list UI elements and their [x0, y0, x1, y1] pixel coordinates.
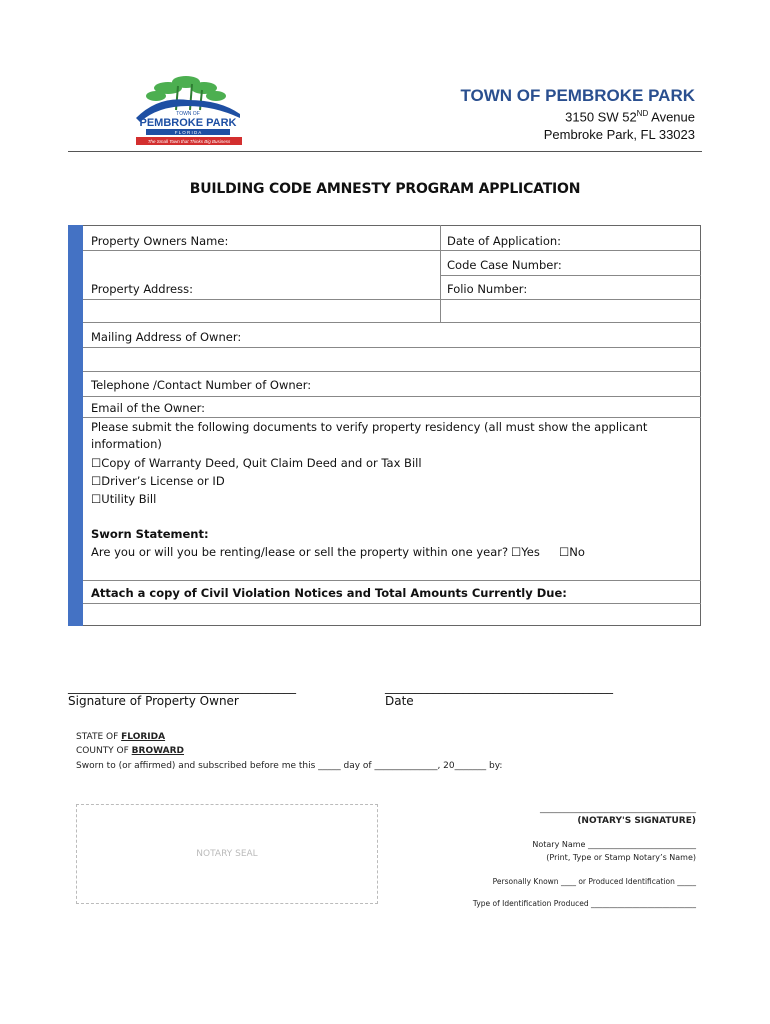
row-line — [83, 580, 701, 581]
folio-number-input[interactable] — [441, 300, 700, 321]
code-case-label: Code Case Number: — [447, 258, 562, 272]
row-line — [440, 275, 701, 276]
state-prefix: STATE OF — [76, 732, 122, 742]
mailing-address-label: Mailing Address of Owner: — [91, 330, 242, 344]
attach-notices-label: Attach a copy of Civil Violation Notices and Total Amounts Currently Due: — [91, 586, 567, 600]
owner-name-label: Property Owners Name: — [91, 234, 229, 248]
notary-name-line[interactable]: Notary Name ___________________________ — [532, 840, 696, 849]
owner-signature-line[interactable]: ______________________________________ — [68, 680, 296, 694]
owner-signature-label: Signature of Property Owner — [68, 694, 239, 708]
county-prefix: COUNTY OF — [76, 746, 132, 756]
town-logo — [128, 74, 246, 150]
doc-drivers-license-checkbox[interactable]: ☐Driver’s License or ID — [91, 474, 225, 488]
county-name: BROWARD — [131, 746, 185, 756]
property-address-label: Property Address: — [91, 282, 193, 296]
doc-utility-bill-checkbox[interactable]: ☐Utility Bill — [91, 492, 157, 506]
owner-name-input[interactable] — [84, 251, 439, 274]
address-line-1 — [565, 109, 695, 124]
form-accent-bar — [68, 225, 83, 626]
no-checkbox[interactable]: ☐No — [559, 545, 585, 559]
notary-name-hint: (Print, Type or Stamp Notary’s Name) — [546, 853, 696, 862]
documents-instructions-cont: information) — [91, 437, 162, 451]
county-line — [76, 746, 184, 756]
row-line — [83, 322, 701, 323]
form-title: BUILDING CODE AMNESTY PROGRAM APPLICATION — [189, 181, 581, 197]
mailing-address-input[interactable] — [84, 348, 700, 370]
doc-warranty-deed-checkbox[interactable]: ☐Copy of Warranty Deed, Quit Claim Deed and or Tax Bill — [91, 456, 422, 470]
town-title: TOWN OF PEMBROKE PARK — [460, 86, 695, 105]
logo-small-text: TOWN OF — [176, 111, 200, 117]
date-label: Date of Application: — [447, 234, 562, 248]
folio-label: Folio Number: — [447, 282, 528, 296]
date-signature-line[interactable]: ______________________________________ — [385, 680, 613, 694]
row-line — [83, 396, 701, 397]
logo-name: PEMBROKE PARK — [139, 117, 237, 129]
notary-signature-line[interactable]: _______________________________________ — [540, 804, 696, 813]
logo-state: F L O R I D A — [174, 130, 202, 135]
notary-seal-label: NOTARY SEAL — [196, 849, 258, 859]
state-line — [76, 732, 165, 742]
documents-instructions: Please submit the following documents to verify property residency (all must show the applicant — [91, 420, 648, 434]
logo-tagline: The Small Town that Thinks Big Business — [147, 139, 231, 144]
email-label: Email of the Owner: — [91, 401, 206, 415]
row-line — [83, 417, 701, 418]
personally-known-line[interactable]: Personally Known ____ or Produced Identification _____ — [492, 877, 696, 886]
row-line — [83, 371, 701, 372]
street-number: 3150 SW 52 — [565, 109, 637, 125]
header-divider — [68, 151, 702, 152]
sworn-affirmed-text: Sworn to (or affirmed) and subscribed before me this _____ day of ______________, 20_______ by: — [76, 761, 503, 771]
yes-checkbox[interactable]: ☐Yes — [511, 545, 540, 559]
date-signature-label: Date — [385, 694, 414, 708]
sworn-question: Are you or will you be renting/lease or sell the property within one year? — [91, 545, 509, 559]
notary-signature-label: (NOTARY'S SIGNATURE) — [577, 816, 696, 826]
phone-label: Telephone /Contact Number of Owner: — [91, 378, 312, 392]
address-line-2: Pembroke Park, FL 33023 — [543, 127, 695, 142]
violation-notices-input[interactable] — [84, 604, 700, 625]
sworn-statement-heading: Sworn Statement: — [91, 527, 209, 541]
state-name: FLORIDA — [121, 732, 166, 742]
street-suffix: ND — [636, 109, 649, 118]
street-name: Avenue — [648, 109, 695, 125]
id-type-line[interactable]: Type of Identification Produced ____________________________ — [472, 899, 696, 908]
